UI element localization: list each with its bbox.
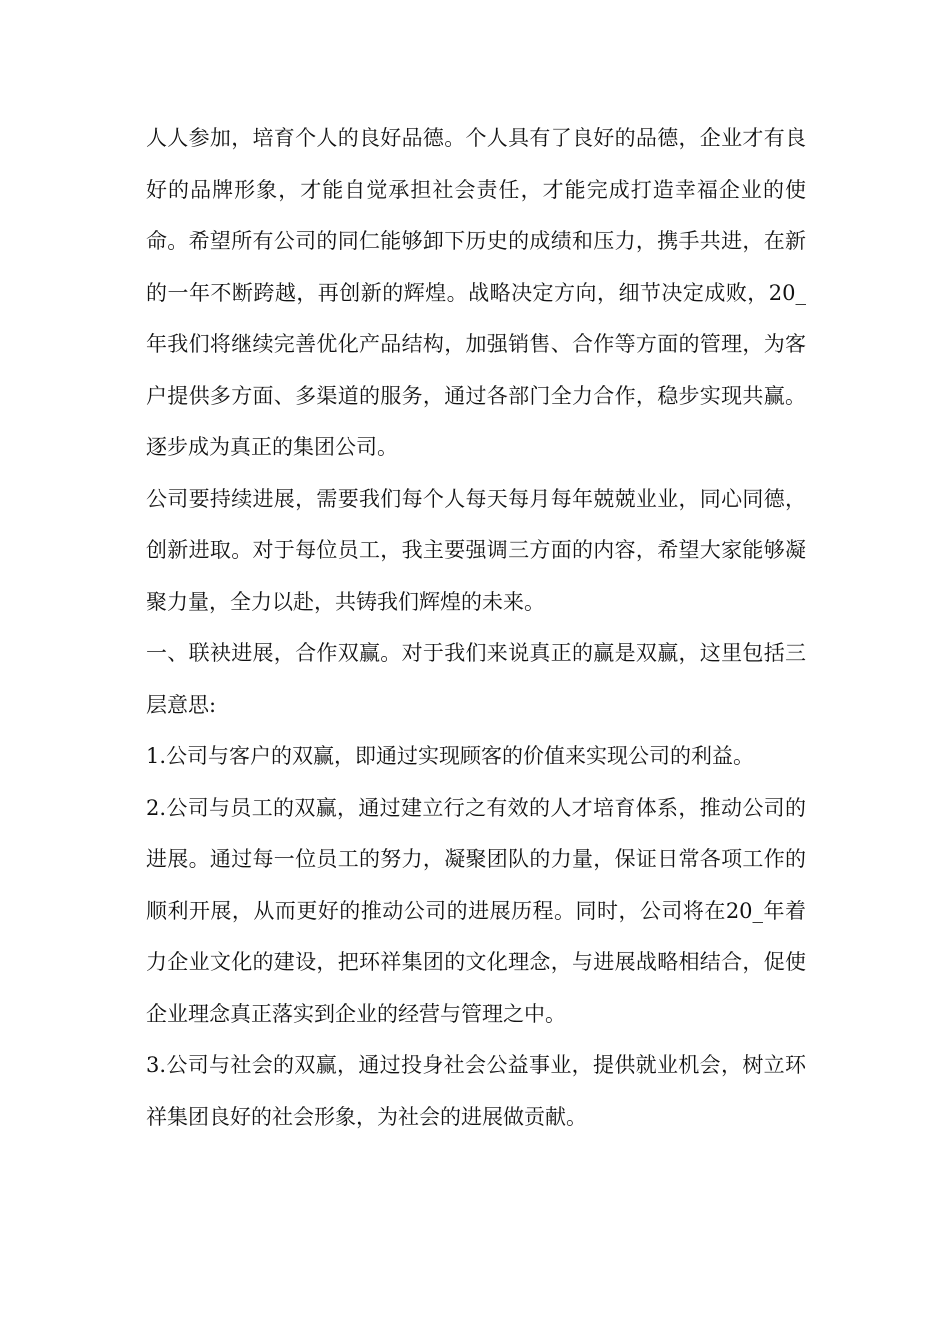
document-body [146, 113, 806, 1143]
paragraph-6: 3.公司与社会的双赢，通过投身社会公益事业，提供就业机会，树立环祥集团良好的社会形象，为社会的进展做贡献。 [146, 1053, 806, 1129]
paragraph-5: 2.公司与员工的双赢，通过建立行之有效的人才培育体系，推动公司的进展。通过每一位员工的努力，凝聚团队的力量，保证日常各项工作的顺利开展，从而更好的推动公司的进展历程。同时，公司将在20_年着力企业文化的建设，把环祥集团的文化理念，与进展战略相结合，促使企业理念真正落实到企业的经营与管理之中。 [146, 795, 806, 1026]
paragraph-3: 一、联袂进展，合作双赢。对于我们来说真正的赢是双赢，这里包括三层意思: [146, 641, 806, 717]
paragraph-4: 1.公司与客户的双赢，即通过实现顾客的价值来实现公司的利益。 [146, 744, 755, 768]
paragraph-1: 人人参加，培育个人的良好品德。个人具有了良好的品德，企业才有良好的品牌形象，才能自觉承担社会责任，才能完成打造幸福企业的使命。希望所有公司的同仁能够卸下历史的成绩和压力，携手共进，在新的一年不断跨越，再创新的辉煌。战略决定方向，细节决定成败，20_年我们将继续完善优化产品结构，加强销售、合作等方面的管理，为客户提供多方面、多渠道的服务，通过各部门全力合作，稳步实现共赢。逐步成为真正的集团公司。 [146, 126, 806, 459]
paragraph-2: 公司要持续进展，需要我们每个人每天每月每年兢兢业业，同心同德，创新进取。对于每位员工，我主要强调三方面的内容，希望大家能够凝聚力量，全力以赴，共铸我们辉煌的未来。 [146, 486, 806, 614]
